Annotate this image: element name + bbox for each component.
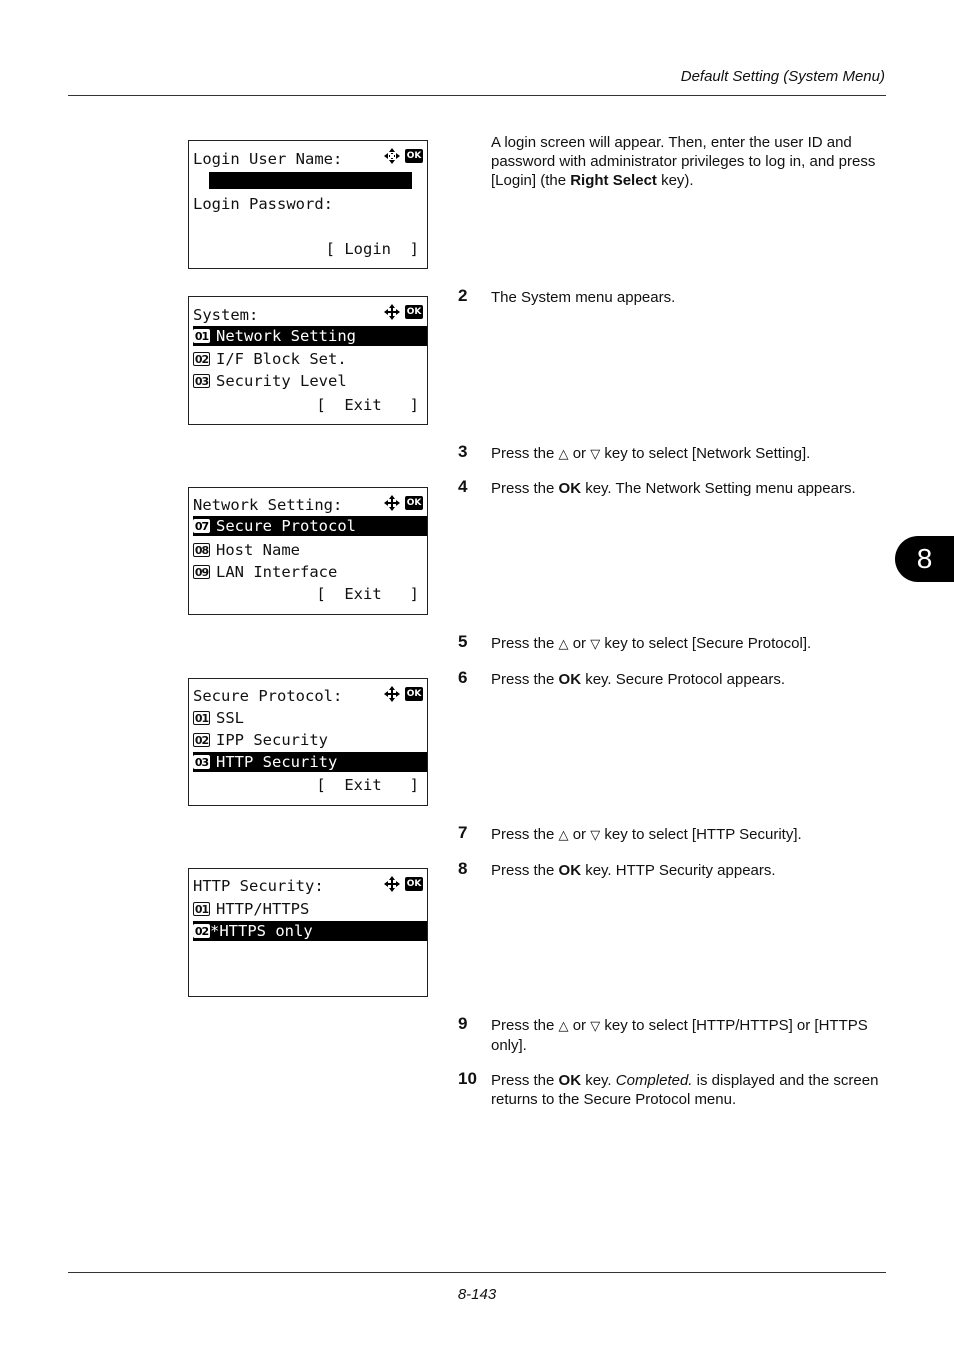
menu-item-https-only[interactable] bbox=[193, 921, 427, 941]
nav-icons bbox=[384, 686, 423, 702]
login-password-label: Login Password: bbox=[193, 195, 333, 213]
item-label: Security Level bbox=[216, 372, 347, 390]
secure-title: Secure Protocol: bbox=[193, 687, 343, 705]
item-number: 01 bbox=[194, 712, 209, 725]
item-label: LAN Interface bbox=[216, 563, 338, 581]
item-label: Network Setting bbox=[216, 327, 356, 345]
exit-softkey[interactable]: [ Exit ] bbox=[316, 585, 419, 603]
login-softkey[interactable]: [ Login ] bbox=[325, 240, 419, 258]
item-number: 09 bbox=[194, 566, 209, 579]
item-label: SSL bbox=[216, 709, 244, 727]
step-number: 6 bbox=[458, 668, 468, 687]
step-text: Press the △ or ▽ key to select [HTTP Security]. bbox=[491, 826, 802, 843]
ok-icon: OK bbox=[406, 879, 422, 889]
item-label: I/F Block Set. bbox=[216, 350, 347, 368]
step-number: 7 bbox=[458, 823, 468, 842]
up-key-icon: △ bbox=[558, 1019, 569, 1034]
down-key-icon: ▽ bbox=[590, 447, 601, 462]
menu-item-ssl[interactable] bbox=[193, 708, 427, 728]
nav-icons bbox=[384, 148, 423, 164]
item-number: 02 bbox=[194, 925, 209, 938]
nav-icons bbox=[384, 495, 423, 511]
down-key-icon: ▽ bbox=[590, 1019, 601, 1034]
cross-arrows-icon bbox=[384, 876, 400, 892]
exit-softkey[interactable]: [ Exit ] bbox=[316, 396, 419, 414]
step-text: Press the △ or ▽ key to select [Secure Protocol]. bbox=[491, 635, 812, 652]
cross-arrows-icon bbox=[384, 686, 400, 702]
down-key-icon: ▽ bbox=[590, 637, 601, 652]
item-label: Secure Protocol bbox=[216, 517, 356, 535]
item-number: 01 bbox=[194, 330, 209, 343]
page-number: 8-143 bbox=[457, 1286, 497, 1303]
system-title: System: bbox=[193, 306, 259, 324]
menu-item-ipp-security[interactable] bbox=[193, 730, 427, 750]
menu-item-http-security[interactable] bbox=[193, 752, 427, 772]
ok-icon: OK bbox=[406, 151, 422, 161]
step-text: Press the OK key. Completed. is displayed and the screen returns to the Secure Protocol menu. bbox=[491, 1072, 879, 1108]
lcd-system-menu bbox=[188, 296, 428, 425]
ok-icon: OK bbox=[406, 307, 422, 317]
item-number: 01 bbox=[194, 903, 209, 916]
intro-paragraph: A login screen will appear. Then, enter the user ID and password with administrator privileges to log in, and press [Login] (the Right Select key). bbox=[491, 134, 876, 189]
step-text: Press the △ or ▽ key to select [HTTP/HTTPS] or [HTTPS only]. bbox=[491, 1017, 868, 1054]
header-rule bbox=[68, 95, 886, 96]
exit-softkey[interactable]: [ Exit ] bbox=[316, 776, 419, 794]
login-user-label: Login User Name: bbox=[193, 150, 343, 168]
item-number: 03 bbox=[194, 756, 209, 769]
menu-item-security-level[interactable] bbox=[193, 371, 427, 391]
menu-item-http-https[interactable] bbox=[193, 899, 427, 919]
down-key-icon: ▽ bbox=[590, 828, 601, 843]
step-text: The System menu appears. bbox=[491, 289, 676, 306]
lcd-login-screen bbox=[188, 140, 428, 269]
lcd-secure-protocol bbox=[188, 678, 428, 806]
step-number: 4 bbox=[458, 477, 468, 496]
step-number: 3 bbox=[458, 442, 468, 461]
item-number: 08 bbox=[194, 544, 209, 557]
cross-arrows-icon bbox=[384, 495, 400, 511]
item-label: IPP Security bbox=[216, 731, 328, 749]
item-label: *HTTPS only bbox=[210, 922, 313, 940]
step-number: 9 bbox=[458, 1014, 468, 1033]
up-key-icon: △ bbox=[558, 637, 569, 652]
step-number: 8 bbox=[458, 859, 468, 878]
item-number: 02 bbox=[194, 353, 209, 366]
ok-icon: OK bbox=[406, 498, 422, 508]
item-number: 03 bbox=[194, 375, 209, 388]
menu-item-lan-interface[interactable] bbox=[193, 562, 427, 582]
step-number: 5 bbox=[458, 632, 468, 651]
item-number: 02 bbox=[194, 734, 209, 747]
nav-icons bbox=[384, 304, 423, 320]
menu-item-network-setting[interactable] bbox=[193, 326, 427, 346]
network-title: Network Setting: bbox=[193, 496, 343, 514]
item-label: HTTP/HTTPS bbox=[216, 900, 310, 918]
up-key-icon: △ bbox=[558, 447, 569, 462]
step-text: Press the OK key. Secure Protocol appears. bbox=[491, 671, 786, 688]
dotted-cross-icon bbox=[384, 148, 400, 164]
item-label: HTTP Security bbox=[216, 753, 338, 771]
step-number: 2 bbox=[458, 286, 468, 305]
item-label: Host Name bbox=[216, 541, 300, 559]
item-number: 07 bbox=[194, 520, 209, 533]
step-text: Press the △ or ▽ key to select [Network Setting]. bbox=[491, 445, 811, 462]
step-text: Press the OK key. The Network Setting menu appears. bbox=[491, 480, 856, 497]
up-key-icon: △ bbox=[558, 828, 569, 843]
ok-icon: OK bbox=[406, 689, 422, 699]
nav-icons bbox=[384, 876, 423, 892]
menu-item-if-block[interactable] bbox=[193, 349, 427, 369]
footer-rule bbox=[68, 1272, 886, 1273]
login-user-input-bar[interactable] bbox=[209, 172, 412, 189]
step-number: 10 bbox=[458, 1069, 477, 1088]
step-text: Press the OK key. HTTP Security appears. bbox=[491, 862, 776, 879]
lcd-network-setting bbox=[188, 487, 428, 615]
menu-item-host-name[interactable] bbox=[193, 540, 427, 560]
cross-arrows-icon bbox=[384, 304, 400, 320]
menu-item-secure-protocol[interactable] bbox=[193, 516, 427, 536]
chapter-tab: 8 bbox=[895, 536, 954, 582]
http-title: HTTP Security: bbox=[193, 877, 324, 895]
running-header: Default Setting (System Menu) bbox=[680, 68, 885, 85]
lcd-http-security bbox=[188, 868, 428, 997]
